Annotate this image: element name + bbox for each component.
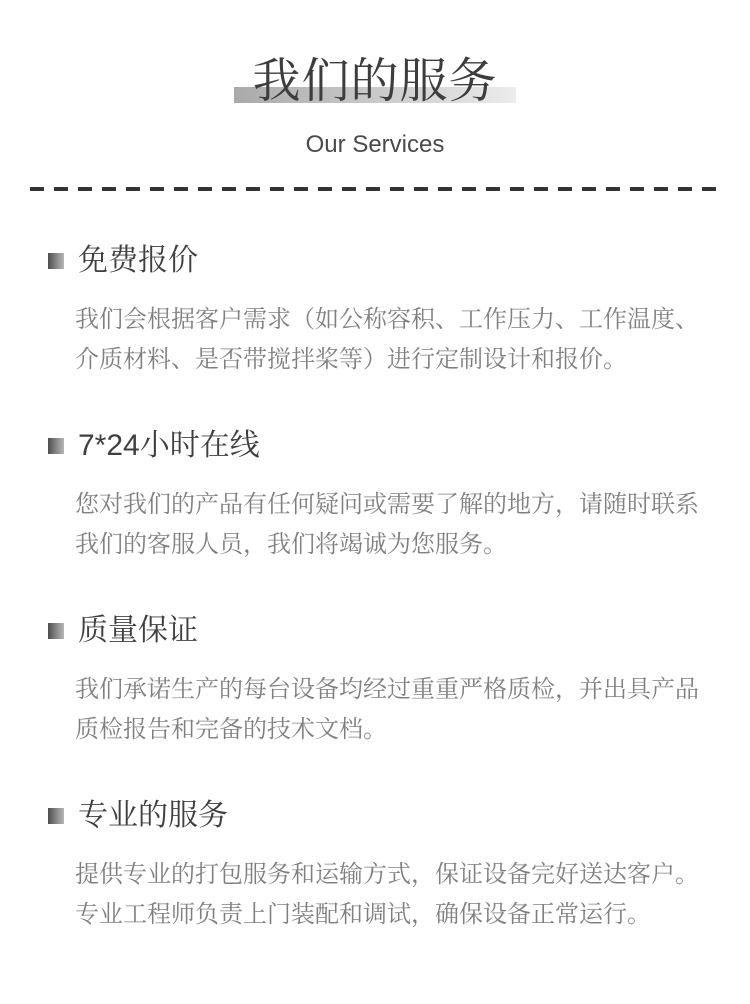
service-section-quality-guarantee — [0, 615, 750, 750]
service-section-professional-service — [0, 800, 750, 935]
page-subtitle: Our Services — [305, 131, 445, 158]
page-title: 我们的服务 — [252, 55, 498, 108]
section-heading-row — [48, 615, 710, 647]
section-body: 我们会根据客户需求（如公称容积、工作压力、工作温度、介质材料、是否带搅拌桨等）进行定制设计和报价。 — [75, 306, 699, 373]
section-bullet-icon — [48, 808, 64, 824]
section-heading-row — [48, 245, 710, 277]
page-title-wrap — [252, 55, 498, 108]
section-bullet-icon — [48, 438, 64, 454]
section-heading-row — [48, 800, 710, 832]
service-section-free-quote — [0, 245, 750, 380]
section-title: 质量保证 — [78, 614, 198, 647]
dashed-divider — [30, 187, 720, 191]
section-body: 我们承诺生产的每台设备均经过重重严格质检，并出具产品质检报告和完备的技术文档。 — [75, 676, 699, 743]
section-heading-row — [48, 430, 710, 462]
section-title: 免费报价 — [78, 244, 198, 277]
services-header — [0, 0, 750, 159]
section-bullet-icon — [48, 623, 64, 639]
section-body: 提供专业的打包服务和运输方式，保证设备完好送达客户。专业工程师负责上门装配和调试，确保设备正常运行。 — [75, 861, 699, 928]
section-title: 7*24小时在线 — [78, 429, 260, 462]
section-body: 您对我们的产品有任何疑问或需要了解的地方，请随时联系我们的客服人员，我们将竭诚为您服务。 — [75, 491, 699, 558]
service-section-online-support — [0, 430, 750, 565]
section-bullet-icon — [48, 253, 64, 269]
section-title: 专业的服务 — [78, 799, 228, 832]
